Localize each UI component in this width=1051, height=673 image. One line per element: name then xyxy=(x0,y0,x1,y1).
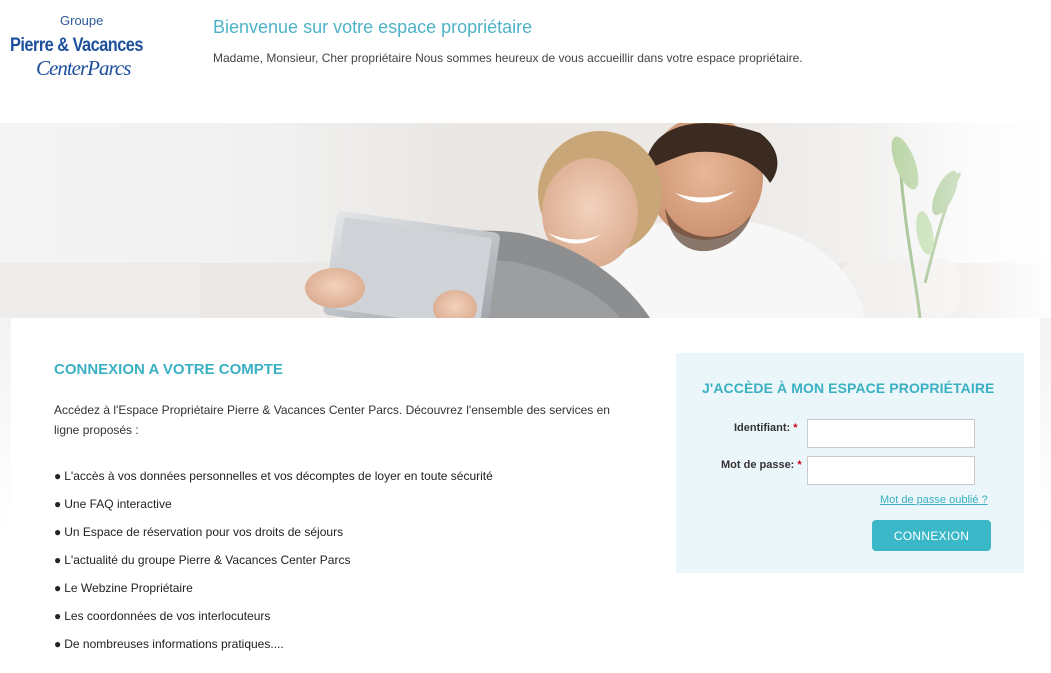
bullet-icon: ● xyxy=(54,497,62,511)
welcome-title: Bienvenue sur votre espace propriétaire xyxy=(213,17,533,37)
identifiant-label xyxy=(734,422,798,434)
logo-groupe-text: Groupe xyxy=(60,13,104,28)
list-item xyxy=(54,634,493,662)
identifiant-label-text: Identifiant: xyxy=(734,422,791,434)
welcome-text: Madame, Monsieur, Cher propriétaire Nous sommes heureux de vous accueillir dans votre espace propriétaire. xyxy=(213,51,803,65)
list-item-text: Les coordonnées de vos interlocuteurs xyxy=(64,609,271,623)
list-item xyxy=(54,550,493,578)
list-item-text: De nombreuses informations pratiques.... xyxy=(64,637,284,651)
password-label xyxy=(721,459,802,471)
required-mark: * xyxy=(797,459,802,471)
list-item-text: Le Webzine Propriétaire xyxy=(64,581,193,595)
list-item-text: Une FAQ interactive xyxy=(64,497,172,511)
login-panel xyxy=(676,353,1024,573)
password-input[interactable] xyxy=(807,456,975,485)
required-mark: * xyxy=(793,422,798,434)
bullet-icon: ● xyxy=(54,581,62,595)
list-item xyxy=(54,606,493,634)
couple-with-tablet-photo xyxy=(0,123,1051,318)
list-item xyxy=(54,494,493,522)
intro-text: Accédez à l'Espace Propriétaire Pierre & Vacances Center Parcs. Découvrez l'ensemble des services en ligne proposés : xyxy=(54,403,610,437)
identifiant-input[interactable] xyxy=(807,419,975,448)
list-item-text: Un Espace de réservation pour vos droits de séjours xyxy=(64,525,344,539)
page-header xyxy=(0,0,1051,123)
bullet-icon: ● xyxy=(54,525,62,539)
bullet-icon: ● xyxy=(54,609,62,623)
pierre-vacances-logo[interactable] xyxy=(8,12,158,84)
list-item xyxy=(54,466,493,494)
bullet-icon: ● xyxy=(54,469,62,483)
list-item-text: L'actualité du groupe Pierre & Vacances Center Parcs xyxy=(64,553,351,567)
password-label-text: Mot de passe: xyxy=(721,459,795,471)
services-list xyxy=(54,466,493,662)
logo-centerparcs-text: CenterParcs xyxy=(36,56,131,80)
list-item-text: L'accès à vos données personnelles et vos décomptes de loyer en toute sécurité xyxy=(64,469,493,483)
list-item xyxy=(54,522,493,550)
bullet-icon: ● xyxy=(54,553,62,567)
connexion-section-title: CONNEXION A VOTRE COMPTE xyxy=(54,361,283,378)
hero-banner xyxy=(0,123,1051,318)
forgot-password-link[interactable]: Mot de passe oublié ? xyxy=(880,494,988,506)
bullet-icon: ● xyxy=(54,637,62,651)
list-item xyxy=(54,578,493,606)
logo-pierre-vacances-text: Pierre & Vacances xyxy=(10,35,143,56)
login-panel-title: J'ACCÈDE À MON ESPACE PROPRIÉTAIRE xyxy=(702,380,995,396)
connexion-button[interactable]: CONNEXION xyxy=(872,520,991,551)
